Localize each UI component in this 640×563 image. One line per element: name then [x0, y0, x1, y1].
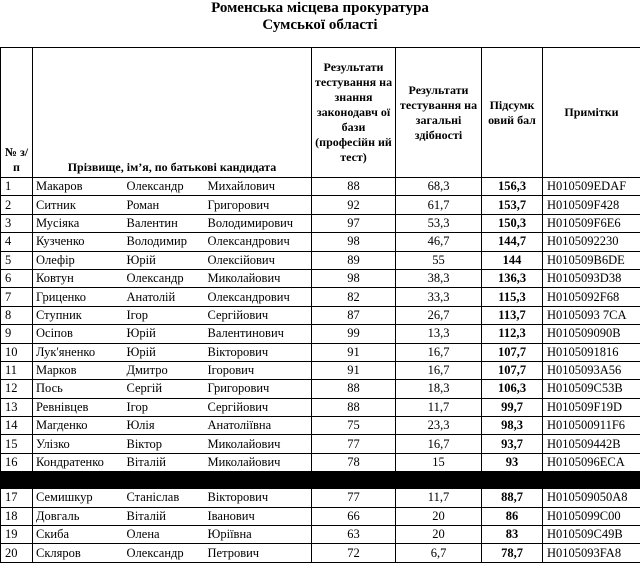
cell-no: 3 — [1, 214, 33, 232]
table-row — [1, 435, 640, 453]
cell-test-general: 11,7 — [396, 489, 482, 507]
cell-first-name: Станіслав — [124, 489, 205, 507]
cell-surname: Довгаль — [33, 507, 124, 525]
cell-first-name: Юрій — [124, 343, 205, 361]
cell-no: 17 — [1, 489, 33, 507]
cell-note: H010509C53B — [543, 380, 640, 398]
cell-test-general: 13,3 — [396, 325, 482, 343]
cell-no: 11 — [1, 361, 33, 379]
cell-test-general: 11,7 — [396, 398, 482, 416]
header-total: Підсумк овий бал — [482, 48, 543, 178]
cell-test-general: 33,3 — [396, 288, 482, 306]
cell-test-general: 61,7 — [396, 196, 482, 214]
cell-no: 1 — [1, 178, 33, 196]
cell-test-law: 77 — [312, 435, 396, 453]
results-sheet — [0, 47, 640, 563]
cell-patronymic: Олександрович — [205, 233, 312, 251]
header-notes: Примітки — [543, 48, 640, 178]
cell-no: 8 — [1, 306, 33, 324]
cell-patronymic: Григорович — [205, 196, 312, 214]
cell-note: H0105099C00 — [543, 507, 640, 525]
cell-note: H0105096ECA — [543, 453, 640, 471]
cell-total: 150,3 — [482, 214, 543, 232]
cell-no: 2 — [1, 196, 33, 214]
cell-patronymic: Сергійович — [205, 306, 312, 324]
cell-surname: Магденко — [33, 417, 124, 435]
cell-no: 20 — [1, 544, 33, 562]
cell-total: 112,3 — [482, 325, 543, 343]
cell-total: 78,7 — [482, 544, 543, 562]
cell-test-general: 18,3 — [396, 380, 482, 398]
table-row — [1, 251, 640, 269]
cell-patronymic: Михайлович — [205, 178, 312, 196]
cell-first-name: Віталій — [124, 507, 205, 525]
cell-surname: Семишкур — [33, 489, 124, 507]
cell-note: H010509F6E6 — [543, 214, 640, 232]
table-row — [1, 507, 640, 525]
cell-surname: Скиба — [33, 526, 124, 544]
cell-note: H010509050A8 — [543, 489, 640, 507]
cell-patronymic: Сергійович — [205, 398, 312, 416]
cell-no: 14 — [1, 417, 33, 435]
cell-test-general: 16,7 — [396, 435, 482, 453]
cell-patronymic: Володимирович — [205, 214, 312, 232]
cell-surname: Улізко — [33, 435, 124, 453]
cell-first-name: Юрій — [124, 325, 205, 343]
cell-test-law: 91 — [312, 361, 396, 379]
cell-surname: Марков — [33, 361, 124, 379]
cell-note: H010500911F6 — [543, 417, 640, 435]
cell-note: H0105093FA8 — [543, 544, 640, 562]
cell-first-name: Віталій — [124, 453, 205, 471]
table-row — [1, 233, 640, 251]
cell-no: 15 — [1, 435, 33, 453]
cell-first-name: Анатолій — [124, 288, 205, 306]
cell-surname: Ситник — [33, 196, 124, 214]
cell-surname: Мусіяка — [33, 214, 124, 232]
cell-first-name: Валентин — [124, 214, 205, 232]
cell-patronymic: Олександрович — [205, 288, 312, 306]
cell-note: H010509ЗD38 — [543, 269, 640, 287]
cell-test-general: 15 — [396, 453, 482, 471]
cell-first-name: Володимир — [124, 233, 205, 251]
cell-patronymic: Іванович — [205, 507, 312, 525]
cell-first-name: Сергій — [124, 380, 205, 398]
cell-note: H0105092F68 — [543, 288, 640, 306]
cell-no: 5 — [1, 251, 33, 269]
cell-total: 144 — [482, 251, 543, 269]
separator-row — [1, 472, 640, 489]
cell-patronymic: Ігорович — [205, 361, 312, 379]
cell-surname: Ступник — [33, 306, 124, 324]
cell-surname: Пось — [33, 380, 124, 398]
cell-no: 19 — [1, 526, 33, 544]
cell-total: 98,3 — [482, 417, 543, 435]
cell-first-name: Ігор — [124, 306, 205, 324]
table-row — [1, 417, 640, 435]
cell-surname: Ревнівцев — [33, 398, 124, 416]
table-row — [1, 214, 640, 232]
table-row — [1, 544, 640, 562]
cell-no: 9 — [1, 325, 33, 343]
header-no: № з/п — [1, 48, 33, 178]
cell-test-law: 63 — [312, 526, 396, 544]
cell-surname: Гриценко — [33, 288, 124, 306]
table-row — [1, 398, 640, 416]
cell-surname: Макаров — [33, 178, 124, 196]
cell-test-general: 16,7 — [396, 343, 482, 361]
cell-first-name: Олена — [124, 526, 205, 544]
cell-first-name: Віктор — [124, 435, 205, 453]
cell-total: 86 — [482, 507, 543, 525]
cell-no: 13 — [1, 398, 33, 416]
cell-no: 6 — [1, 269, 33, 287]
table-row — [1, 306, 640, 324]
cell-surname: Лук'яненко — [33, 343, 124, 361]
cell-test-law: 88 — [312, 380, 396, 398]
cell-test-law: 91 — [312, 343, 396, 361]
cell-test-law: 99 — [312, 325, 396, 343]
cell-note: H010509F428 — [543, 196, 640, 214]
cell-test-law: 75 — [312, 417, 396, 435]
cell-patronymic: Григорович — [205, 380, 312, 398]
cell-test-general: 20 — [396, 507, 482, 525]
cell-test-general: 16,7 — [396, 361, 482, 379]
cell-note: H010509F19D — [543, 398, 640, 416]
cell-no: 16 — [1, 453, 33, 471]
separator-bar — [1, 472, 640, 489]
cell-patronymic: Петрович — [205, 544, 312, 562]
cell-test-law: 88 — [312, 398, 396, 416]
cell-first-name: Юлія — [124, 417, 205, 435]
table-row — [1, 288, 640, 306]
cell-first-name: Олександр — [124, 544, 205, 562]
table-row — [1, 343, 640, 361]
cell-surname: Кузченко — [33, 233, 124, 251]
cell-total: 83 — [482, 526, 543, 544]
cell-first-name: Олександр — [124, 178, 205, 196]
cell-test-law: 89 — [312, 251, 396, 269]
cell-test-law: 97 — [312, 214, 396, 232]
cell-total: 106,3 — [482, 380, 543, 398]
title-line-1: Роменська місцева прокуратура — [0, 0, 640, 17]
document-title — [0, 0, 640, 34]
cell-patronymic: Олексійович — [205, 251, 312, 269]
title-line-2: Сумської області — [0, 17, 640, 34]
cell-total: 93 — [482, 453, 543, 471]
cell-test-law: 88 — [312, 178, 396, 196]
cell-test-general: 46,7 — [396, 233, 482, 251]
header-name: Прізвище, ім’я, по батькові кандидата — [33, 48, 312, 178]
table-row — [1, 489, 640, 507]
cell-first-name: Ігор — [124, 398, 205, 416]
results-body — [1, 178, 640, 563]
cell-total: 156,3 — [482, 178, 543, 196]
cell-patronymic: Анатоліївна — [205, 417, 312, 435]
cell-note: H010509090B — [543, 325, 640, 343]
cell-test-general: 23,3 — [396, 417, 482, 435]
cell-no: 7 — [1, 288, 33, 306]
cell-note: H010509C49B — [543, 526, 640, 544]
cell-total: 136,3 — [482, 269, 543, 287]
cell-test-law: 82 — [312, 288, 396, 306]
cell-test-law: 72 — [312, 544, 396, 562]
table-row — [1, 526, 640, 544]
cell-total: 115,3 — [482, 288, 543, 306]
cell-test-law: 78 — [312, 453, 396, 471]
cell-surname: Ковтун — [33, 269, 124, 287]
cell-total: 93,7 — [482, 435, 543, 453]
cell-test-general: 53,3 — [396, 214, 482, 232]
cell-no: 12 — [1, 380, 33, 398]
cell-surname: Осіпов — [33, 325, 124, 343]
cell-total: 99,7 — [482, 398, 543, 416]
cell-no: 10 — [1, 343, 33, 361]
cell-test-law: 92 — [312, 196, 396, 214]
table-row — [1, 380, 640, 398]
cell-patronymic: Вікторович — [205, 343, 312, 361]
cell-test-law: 98 — [312, 233, 396, 251]
table-row — [1, 361, 640, 379]
cell-note: H010509442B — [543, 435, 640, 453]
cell-no: 4 — [1, 233, 33, 251]
cell-patronymic: Миколайович — [205, 453, 312, 471]
cell-total: 153,7 — [482, 196, 543, 214]
cell-test-law: 87 — [312, 306, 396, 324]
table-row — [1, 269, 640, 287]
cell-first-name: Дмитро — [124, 361, 205, 379]
cell-test-law: 66 — [312, 507, 396, 525]
cell-total: 88,7 — [482, 489, 543, 507]
cell-total: 107,7 — [482, 343, 543, 361]
cell-first-name: Юрій — [124, 251, 205, 269]
cell-note: H0105093 7CA — [543, 306, 640, 324]
table-row — [1, 196, 640, 214]
cell-test-law: 77 — [312, 489, 396, 507]
cell-patronymic: Миколайович — [205, 435, 312, 453]
cell-surname: Кондратенко — [33, 453, 124, 471]
cell-surname: Скляров — [33, 544, 124, 562]
cell-note: H0105093A56 — [543, 361, 640, 379]
cell-total: 144,7 — [482, 233, 543, 251]
table-row — [1, 453, 640, 471]
cell-total: 113,7 — [482, 306, 543, 324]
cell-test-general: 20 — [396, 526, 482, 544]
cell-note: H010509EDAF — [543, 178, 640, 196]
table-row — [1, 178, 640, 196]
cell-note: H0105092230 — [543, 233, 640, 251]
cell-test-law: 98 — [312, 269, 396, 287]
cell-patronymic: Вікторович — [205, 489, 312, 507]
cell-test-general: 38,3 — [396, 269, 482, 287]
cell-surname: Олефір — [33, 251, 124, 269]
table-row — [1, 325, 640, 343]
cell-test-general: 26,7 — [396, 306, 482, 324]
cell-patronymic: Валентинович — [205, 325, 312, 343]
cell-note: H010509B6DE — [543, 251, 640, 269]
results-table — [0, 47, 640, 563]
cell-test-general: 6,7 — [396, 544, 482, 562]
cell-total: 107,7 — [482, 361, 543, 379]
cell-patronymic: Миколайович — [205, 269, 312, 287]
header-row — [1, 48, 640, 178]
cell-test-general: 55 — [396, 251, 482, 269]
cell-no: 18 — [1, 507, 33, 525]
cell-test-general: 68,3 — [396, 178, 482, 196]
cell-patronymic: Юріївна — [205, 526, 312, 544]
cell-first-name: Олександр — [124, 269, 205, 287]
header-test-general: Результати тестування на загальні здібності — [396, 48, 482, 178]
header-test-law: Результати тестування на знання законодавч ої бази (професійн ий тест) — [312, 48, 396, 178]
cell-first-name: Роман — [124, 196, 205, 214]
cell-note: H0105091816 — [543, 343, 640, 361]
